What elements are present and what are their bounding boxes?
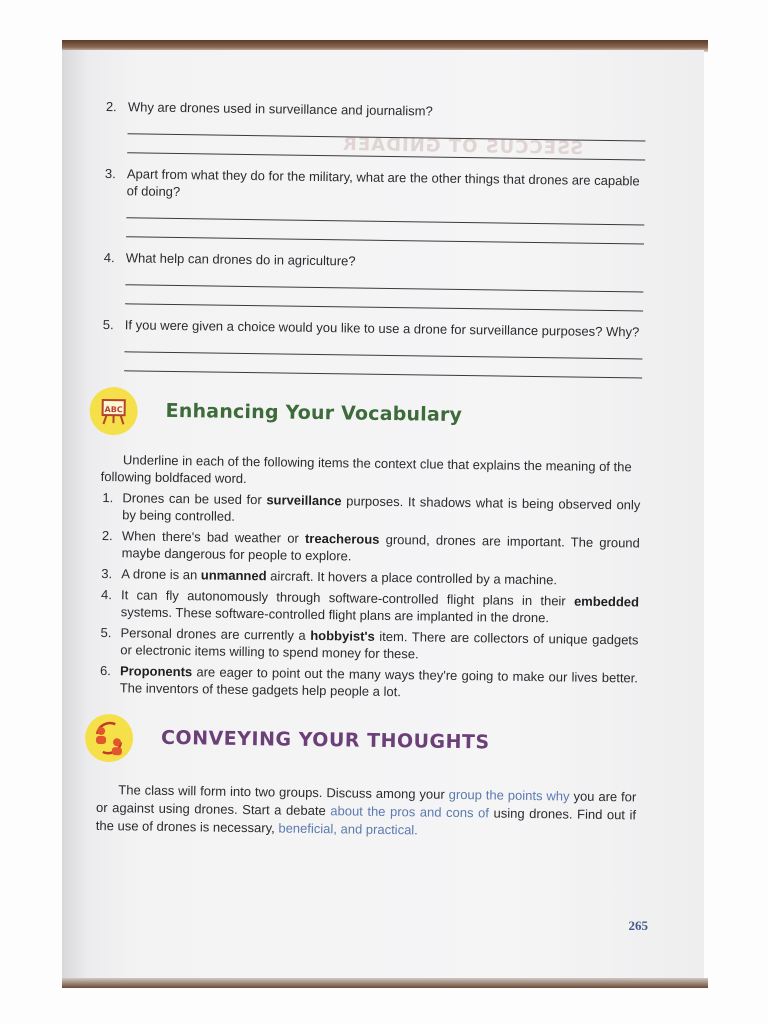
thoughts-text-2: group the points why	[448, 786, 570, 804]
vocab-text-before: Drones can be used for	[122, 490, 267, 508]
people-discussion-icon	[85, 714, 134, 763]
question-number: 3.	[104, 165, 116, 182]
question-number: 2.	[105, 98, 117, 115]
page-number: 265	[628, 918, 648, 933]
vocab-bold-word: hobbyist's	[310, 627, 375, 644]
question-text: Apart from what they do for the military, what are the other things that drones are capable of doing?	[126, 166, 640, 200]
vocab-text-before: When there's bad weather or	[121, 528, 306, 546]
question-list	[102, 98, 646, 379]
thoughts-text-5: using drones. Find out if the use of drones is necessary,	[95, 805, 637, 836]
vocab-item	[100, 527, 640, 569]
question-text: If you were given a choice would you like to use a drone for surveillance purposes? Why?	[124, 317, 640, 340]
textbook-page	[62, 50, 704, 980]
vocab-item	[98, 662, 638, 704]
question-item	[102, 316, 643, 379]
vocab-item-number: 2.	[101, 527, 113, 544]
vocab-text-before: Personal drones are currently a	[120, 625, 311, 643]
vocab-item	[100, 489, 640, 531]
vocab-bold-word: surveillance	[266, 492, 342, 509]
vocab-item-number: 3.	[101, 565, 113, 582]
vocab-bold-word: embedded	[573, 593, 640, 610]
vocab-item-number: 1.	[102, 489, 114, 506]
thoughts-text-3: you are for or against using drones. Start a debate	[95, 788, 637, 819]
vocab-bold-word: unmanned	[200, 567, 267, 584]
thoughts-text-6: beneficial, and practical.	[278, 820, 418, 838]
thoughts-section-header	[97, 714, 638, 776]
question-number: 5.	[102, 316, 114, 333]
question-item	[105, 98, 646, 161]
page-content	[96, 98, 646, 855]
question-text: Why are drones used in surveillance and journalism?	[127, 99, 433, 119]
vocab-list	[98, 489, 641, 704]
vocab-item	[99, 586, 639, 628]
svg-text:ABC: ABC	[104, 405, 123, 415]
thoughts-paragraph	[96, 781, 637, 843]
thoughts-text-4: about the pros and cons of	[330, 803, 490, 821]
vocab-text-before: A drone is an	[121, 566, 201, 583]
vocab-instructions: Underline in each of the following items the context clue that explains the meaning of the following boldfaced word.	[100, 452, 632, 487]
vocab-bold-word: Proponents	[119, 663, 193, 680]
question-text: What help can drones do in agriculture?	[125, 250, 356, 269]
vocab-text-after: aircraft. It hovers a place controlled by a machine.	[266, 568, 558, 588]
vocab-text-after: purposes. It shadows what is being observed only by being controlled.	[122, 493, 641, 524]
vocab-section-title: Enhancing Your Vocabulary	[165, 399, 463, 427]
vocab-section-header	[101, 387, 642, 449]
vocab-text-after: are eager to point out the many ways they're going to make our lives better. The inventors of these gadgets help people a lot.	[119, 664, 639, 700]
question-item	[104, 165, 645, 245]
book-edge-bottom	[62, 978, 708, 988]
bleed-through-text: SSECCUS OT GNIDAER	[341, 133, 584, 160]
vocab-item	[98, 624, 638, 666]
vocab-item-number: 4.	[100, 586, 113, 603]
vocab-item-number: 5.	[100, 624, 112, 641]
vocab-item	[99, 565, 639, 590]
thoughts-section-title: CONVEYING YOUR THOUGHTS	[160, 726, 490, 754]
thoughts-text-1: The class will form into two groups. Discuss among your	[118, 782, 449, 802]
abc-easel-icon	[89, 387, 138, 436]
vocab-text-before: It can fly autonomously through software-controlled flight plans in their	[120, 587, 575, 609]
vocab-text-after: systems. These software-controlled flight plans are implanted in the drone.	[120, 604, 550, 626]
vocab-bold-word: treacherous	[304, 530, 380, 547]
vocab-text-after: ground, drones are important. The ground maybe dangerous for people to explore.	[121, 531, 640, 564]
vocab-text-after: item. There are collectors of unique gadgets or electronic items willing to spend money for these.	[120, 628, 639, 662]
vocab-item-number: 6.	[99, 662, 111, 679]
question-number: 4.	[103, 249, 115, 266]
question-item	[103, 249, 644, 312]
